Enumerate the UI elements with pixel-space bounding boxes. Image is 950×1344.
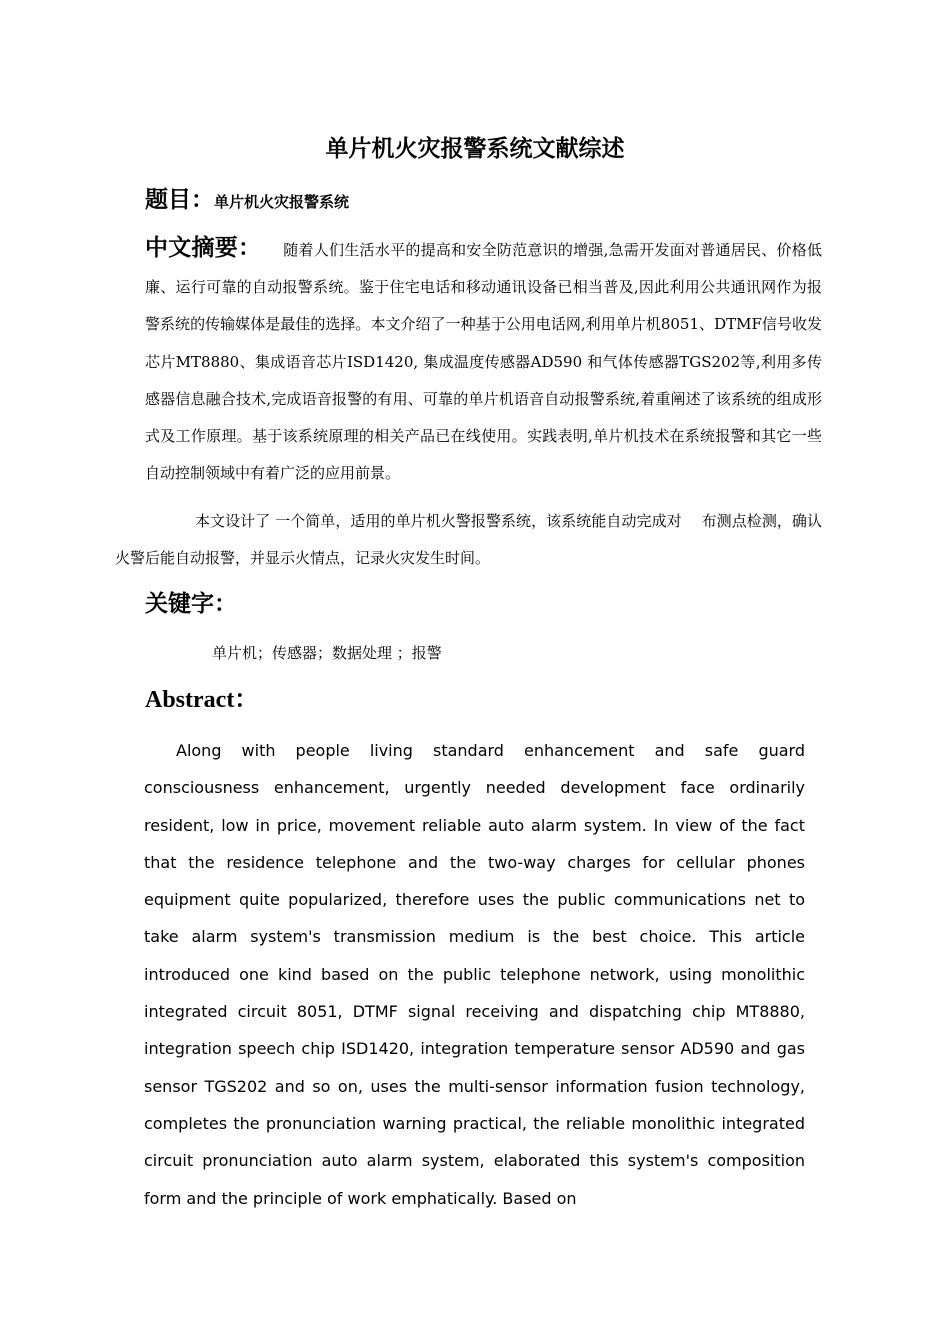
document-title: 单片机火灾报警系统文献综述 bbox=[325, 136, 625, 162]
chinese-abstract-paragraph-2: 本文设计了 一个简单，适用的单片机火警报警系统，该系统能自动完成对 布测点检测，确认火警后能自动报警，并显示火情点，记录火灾发生时间。 bbox=[115, 512, 822, 567]
keywords-value: 单片机；传感器；数据处理 ；报警 bbox=[212, 644, 442, 662]
chinese-abstract-paragraph bbox=[145, 230, 822, 492]
chinese-abstract-text: 随着人们生活水平的提高和安全防范意识的增强,急需开发面对普通居民、价格低廉、运行可靠的自动报警系统。鉴于住宅电话和移动通讯设备已相当普及,因此利用公共通讯网作为报警系统的传输媒体是最佳的选择。本文介绍了一种基于公用电话网,利用单片机8051、DTMF信号收发芯片MT8880、集成语音芯片ISD1420, 集成温度传感器AD590 和气体传感器TGS202等,利用多传感器信息融合技术,完成语音报警的有用、可靠的单片机语音自动报警系统,着重阐述了该系统的组成形式及工作原理。基于该系统原理的相关产品已在线使用。实践表明,单片机技术在系统报警和其它一些自动控制领域中有着广泛的应用前景。 bbox=[145, 241, 822, 483]
keywords-label: 关键字： bbox=[145, 591, 237, 617]
topic-row bbox=[145, 184, 349, 218]
topic-label: 题目： bbox=[145, 187, 214, 213]
english-abstract-label: Abstract： bbox=[145, 687, 259, 713]
topic-value: 单片机火灾报警系统 bbox=[214, 193, 350, 211]
english-abstract-text: Along with people living standard enhancement and safe guard consciousness enhancement, urgently needed development face ordinarily resident, low in price, movement reliable auto alarm system. In view of the fact that the residence telephone and the two-way charges for cellular phones equipment quite popularized, therefore uses the public communications net to take alarm system's transmission medium is the best choice. This article introduced one kind based on the public telephone network, using monolithic integrated circuit 8051, DTMF signal receiving and dispatching chip MT8880, integration speech chip ISD1420, integration temperature sensor AD590 and gas sensor TGS202 and so on, uses the multi-sensor information fusion technology, completes the pronunciation warning practical, the reliable monolithic integrated circuit pronunciation auto alarm system, elaborated this system's composition form and the principle of work emphatically. Based on bbox=[144, 741, 805, 1208]
chinese-abstract-label: 中文摘要： bbox=[145, 235, 262, 261]
